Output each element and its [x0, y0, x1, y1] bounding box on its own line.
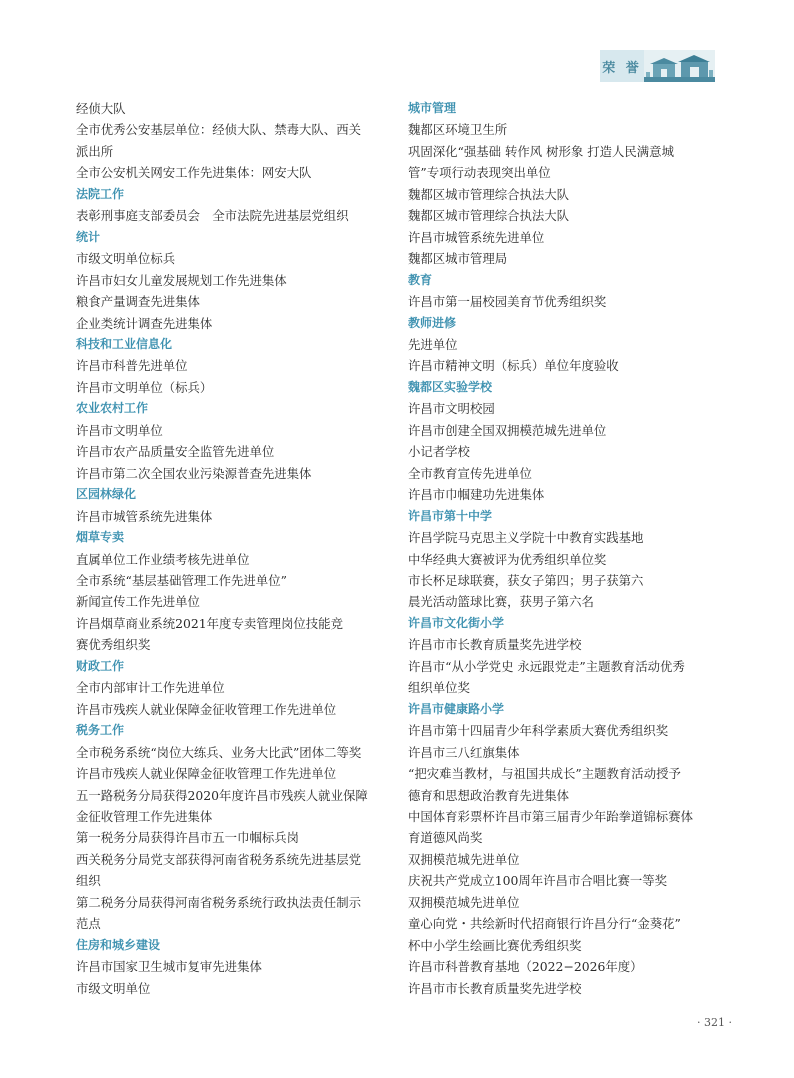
category-heading: 教育	[408, 272, 433, 287]
category-heading: 许昌市第十中学	[408, 508, 493, 523]
honor-item: 许昌市第十四届青少年科学素质大赛优秀组织奖	[408, 723, 669, 739]
category-heading: 许昌市文化街小学	[408, 615, 505, 630]
honor-item: 魏都区城市管理综合执法大队	[408, 208, 570, 224]
honor-item: 中国体育彩票杯许昌市第三届青少年跆拳道锦标赛体	[408, 808, 693, 824]
honor-item: 双拥模范城先进单位	[408, 894, 520, 910]
honor-item: 德育和思想政治教育先进集体	[408, 787, 570, 803]
honor-item: 许昌市“从小学党史 永远跟党走”主题教育活动优秀	[408, 658, 685, 674]
honor-item: 直属单位工作业绩考核先进单位	[76, 551, 250, 567]
honor-item: 市级文明单位标兵	[76, 251, 176, 267]
honor-item: 派出所	[76, 143, 114, 159]
honor-item: 魏都区环境卫生所	[408, 122, 508, 138]
category-heading: 教师进修	[408, 315, 457, 330]
honor-item: 许昌市文明校园	[408, 401, 495, 417]
honor-item: 许昌烟草商业系统2021年度专卖管理岗位技能竞	[76, 615, 343, 631]
honor-item: 许昌市国家卫生城市复审先进集体	[76, 959, 262, 975]
honor-item: 杯中小学生绘画比赛优秀组织奖	[408, 937, 582, 953]
honor-item: 经侦大队	[76, 101, 126, 116]
category-heading: 烟草专卖	[76, 530, 125, 545]
honor-item: 许昌市妇女儿童发展规划工作先进集体	[76, 272, 287, 288]
honor-item: 魏都区城市管理局	[408, 251, 508, 267]
honor-item: “把灾难当教材，与祖国共成长”主题教育活动授予	[408, 766, 681, 782]
section-label: 荣 誉	[600, 50, 644, 82]
honor-item: 新闻宣传工作先进单位	[76, 594, 200, 610]
honor-item: 许昌市科普先进单位	[76, 358, 188, 374]
honor-item: 许昌市文明单位（标兵）	[76, 379, 213, 395]
right-column	[408, 98, 724, 999]
honor-item: 许昌市第二次全国农业污染源普查先进集体	[76, 465, 312, 481]
honor-item: 巩固深化“强基础 转作风 树形象 打造人民满意城	[408, 143, 674, 159]
category-heading: 城市管理	[408, 101, 457, 115]
category-heading: 住房和城乡建设	[76, 937, 161, 952]
honor-item: 全市公安机关网安工作先进集体：网安大队	[76, 165, 312, 181]
honor-item: 组织单位奖	[408, 680, 470, 696]
honor-item: 第二税务分局获得河南省税务系统行政执法责任制示	[76, 894, 361, 910]
honor-item: 先进单位	[408, 336, 458, 352]
honor-item: 许昌市巾帼建功先进集体	[408, 487, 545, 503]
honor-item: 第一税务分局获得许昌市五一巾帼标兵岗	[76, 830, 300, 846]
page-number: · 321 ·	[697, 1016, 732, 1029]
honor-item: 范点	[76, 916, 101, 932]
category-heading: 科技和工业信息化	[76, 336, 173, 351]
category-heading: 农业农村工作	[76, 401, 149, 416]
honor-item: 许昌市城管系统先进集体	[76, 508, 213, 524]
honor-item: 组织	[76, 873, 101, 889]
honor-item: 育道德风尚奖	[408, 830, 483, 846]
honor-item: 企业类统计调查先进集体	[76, 315, 213, 331]
category-heading: 税务工作	[76, 723, 125, 738]
city-gate-illustration-icon	[644, 50, 715, 82]
honor-item: 许昌市残疾人就业保障金征收管理工作先进单位	[76, 701, 337, 717]
honor-item: 赛优秀组织奖	[76, 637, 151, 653]
category-heading: 财政工作	[76, 658, 125, 673]
honor-item: 管”专项行动表现突出单位	[408, 165, 551, 181]
honor-item: 许昌市精神文明（标兵）单位年度验收	[408, 358, 619, 374]
honor-item: 双拥模范城先进单位	[408, 851, 520, 867]
honor-item: 许昌市市长教育质量奖先进学校	[408, 980, 582, 996]
honor-item: 许昌市科普教育基地（2022−2026年度）	[408, 959, 643, 975]
honor-item: 中华经典大赛被评为优秀组织单位奖	[408, 551, 607, 567]
honor-item: 许昌市农产品质量安全监管先进单位	[76, 444, 275, 460]
honor-item: 五一路税务分局获得2020年度许昌市残疾人就业保障	[76, 787, 368, 803]
honor-item: 市长杯足球联赛，获女子第四；男子获第六	[408, 572, 644, 588]
category-heading: 区园林绿化	[76, 487, 137, 502]
honor-item: 许昌市市长教育质量奖先进学校	[408, 637, 582, 653]
honor-item: 许昌学院马克思主义学院十中教育实践基地	[408, 530, 644, 546]
honor-item: 全市税务系统“岗位大练兵、业务大比武”团体二等奖	[76, 744, 362, 760]
honor-item: 晨光活动篮球比赛，获男子第六名	[408, 594, 594, 610]
honor-item: 许昌市创建全国双拥模范城先进单位	[408, 422, 607, 438]
category-heading: 许昌市健康路小学	[408, 701, 505, 716]
honor-item: 童心向党・共绘新时代招商银行许昌分行“金葵花”	[408, 916, 681, 932]
honor-item: 许昌市残疾人就业保障金征收管理工作先进单位	[76, 766, 337, 782]
honor-item: 许昌市第一届校园美育节优秀组织奖	[408, 294, 607, 310]
category-heading: 法院工作	[76, 186, 125, 201]
honor-item: 表彰刑事庭支部委员会 全市法院先进基层党组织	[76, 208, 349, 224]
honor-item: 全市教育宣传先进单位	[408, 465, 532, 481]
honor-item: 许昌市文明单位	[76, 422, 163, 438]
honor-item: 小记者学校	[408, 444, 470, 460]
honor-item: 粮食产量调查先进集体	[76, 294, 200, 310]
honor-item: 市级文明单位	[76, 980, 151, 996]
honor-item: 魏都区城市管理综合执法大队	[408, 186, 570, 202]
honor-item: 西关税务分局党支部获得河南省税务系统先进基层党	[76, 851, 361, 867]
honor-item: 庆祝共产党成立100周年许昌市合唱比赛一等奖	[408, 873, 668, 889]
section-header	[600, 50, 715, 82]
honor-item: 全市系统“基层基础管理工作先进单位”	[76, 572, 287, 588]
honor-item: 许昌市城管系统先进单位	[408, 229, 545, 245]
honor-item: 许昌市三八红旗集体	[408, 744, 520, 760]
category-heading: 统计	[76, 229, 101, 244]
honor-item: 全市内部审计工作先进单位	[76, 680, 225, 696]
left-column	[76, 98, 392, 999]
honor-item: 金征收管理工作先进集体	[76, 808, 213, 824]
honor-item: 全市优秀公安基层单位：经侦大队、禁毒大队、西关	[76, 122, 361, 138]
category-heading: 魏都区实验学校	[408, 379, 493, 394]
